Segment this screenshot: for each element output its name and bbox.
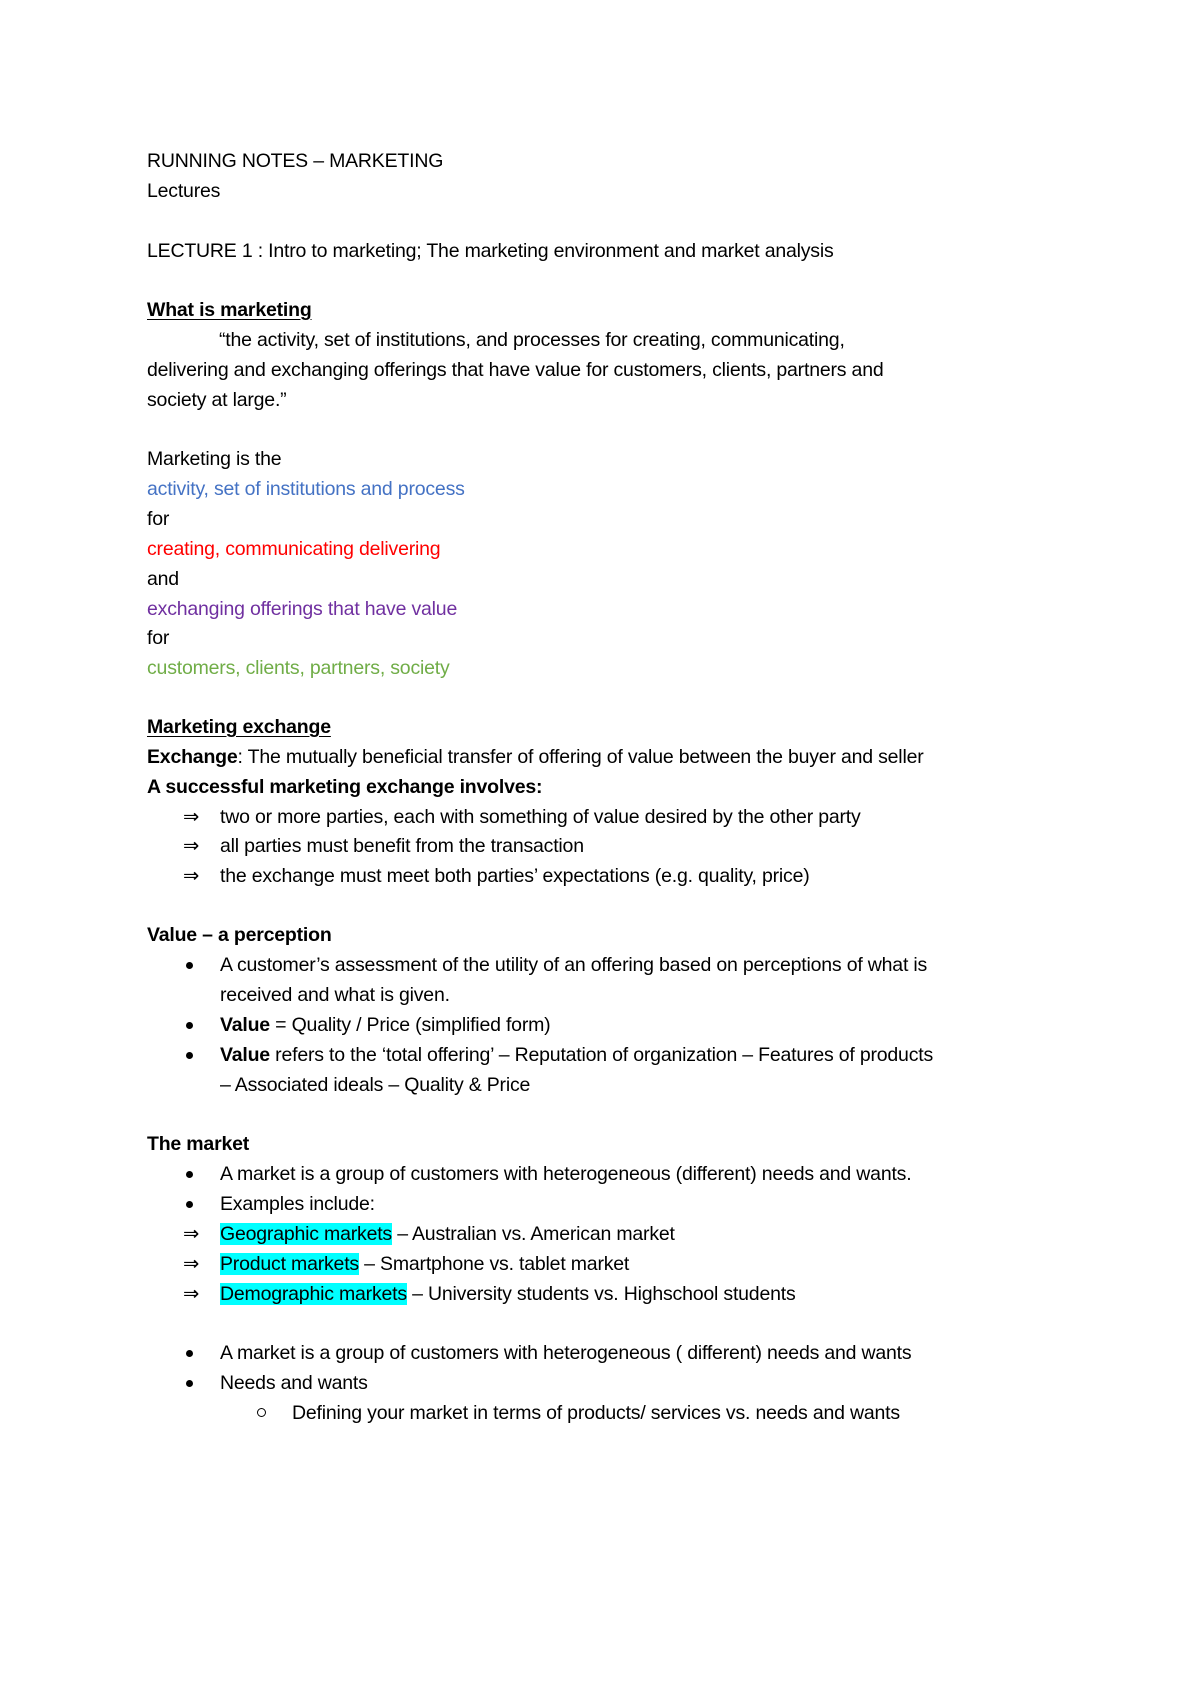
list-item-text: two or more parties, each with something of value desired by the other party (220, 806, 861, 828)
breakdown-for-2: for (147, 627, 170, 649)
example-description: – Smartphone vs. tablet market (358, 1253, 630, 1275)
definition-quote-line-1: “the activity, set of institutions, and processes for creating, communicating, (219, 329, 845, 351)
bullet-icon (186, 1201, 193, 1208)
list-item-text (220, 1249, 629, 1279)
definition-quote-line-2: delivering and exchanging offerings that have value for customers, clients, partners and (147, 359, 884, 381)
list-item-text: all parties must benefit from the transaction (220, 835, 584, 857)
section-heading-the-market: The market (147, 1133, 250, 1155)
list-item (0, 861, 1200, 891)
document-subtitle: Lectures (147, 180, 221, 202)
lecture-heading: LECTURE 1 : Intro to marketing; The marketing environment and market analysis (147, 240, 834, 262)
list-item (0, 1368, 1200, 1398)
list-item (0, 831, 1200, 861)
list-item (0, 1219, 1200, 1249)
bullet-icon (186, 1171, 193, 1178)
list-item-text: Examples include: (220, 1193, 375, 1215)
example-description: – University students vs. Highschool students (406, 1283, 796, 1305)
arrow-icon: ⇒ (183, 865, 200, 887)
arrow-icon: ⇒ (183, 806, 200, 828)
section-heading-what-is-marketing: What is marketing (147, 299, 312, 321)
list-item-text: A market is a group of customers with heterogeneous ( different) needs and wants (220, 1342, 912, 1364)
list-item-text: A market is a group of customers with heterogeneous (different) needs and wants. (220, 1163, 912, 1185)
arrow-icon: ⇒ (183, 1253, 200, 1275)
bullet-icon (186, 1350, 193, 1357)
definition-quote-line-3: society at large.” (147, 389, 287, 411)
list-item-text (220, 1040, 933, 1070)
list-item-text: the exchange must meet both parties’ expectations (e.g. quality, price) (220, 865, 810, 887)
hollow-bullet-icon (257, 1408, 266, 1417)
list-item (0, 1159, 1200, 1189)
list-item-continuation (0, 1070, 1200, 1100)
list-item (0, 1279, 1200, 1309)
successful-exchange-heading: A successful marketing exchange involves: (147, 776, 543, 798)
breakdown-intro: Marketing is the (147, 448, 282, 470)
value-formula: = Quality / Price (simplified form) (269, 1014, 551, 1036)
arrow-icon: ⇒ (183, 1223, 200, 1245)
arrow-icon: ⇒ (183, 835, 200, 857)
list-item-text: received and what is given. (220, 984, 450, 1006)
breakdown-purple-text: exchanging offerings that have value (147, 598, 458, 620)
breakdown-blue-text: activity, set of institutions and process (147, 478, 465, 500)
highlighted-term: Geographic markets (220, 1223, 392, 1245)
list-item-text: A customer’s assessment of the utility of an offering based on perceptions of what is (220, 954, 928, 976)
highlighted-term: Demographic markets (220, 1283, 407, 1305)
breakdown-red-text: creating, communicating delivering (147, 538, 441, 560)
list-item-text: – Associated ideals – Quality & Price (220, 1074, 531, 1096)
bullet-icon (186, 962, 193, 969)
sub-list-item-text: Defining your market in terms of products/ services vs. needs and wants (292, 1402, 900, 1424)
list-item-text: Needs and wants (220, 1372, 368, 1394)
list-item (0, 950, 1200, 980)
list-item (0, 1189, 1200, 1219)
breakdown-green-text: customers, clients, partners, society (147, 657, 450, 679)
breakdown-for-1: for (147, 508, 170, 530)
bullet-icon (186, 1380, 193, 1387)
section-heading-marketing-exchange: Marketing exchange (147, 716, 331, 738)
example-description: – Australian vs. American market (391, 1223, 675, 1245)
list-item (0, 802, 1200, 832)
list-item (0, 1249, 1200, 1279)
highlighted-term: Product markets (220, 1253, 359, 1275)
list-item-continuation (0, 980, 1200, 1010)
list-item (0, 1338, 1200, 1368)
exchange-definition (147, 742, 924, 772)
list-item-text (220, 1219, 675, 1249)
list-item (0, 1040, 1200, 1070)
exchange-term: Exchange (147, 746, 238, 768)
document-title: RUNNING NOTES – MARKETING (147, 150, 444, 172)
bullet-icon (186, 1022, 193, 1029)
exchange-definition-text: : The mutually beneficial transfer of offering of value between the buyer and seller (237, 746, 924, 768)
list-item-text (220, 1279, 796, 1309)
value-term: Value (220, 1044, 270, 1066)
value-term: Value (220, 1014, 270, 1036)
bullet-icon (186, 1052, 193, 1059)
list-item-text (220, 1010, 550, 1040)
arrow-icon: ⇒ (183, 1283, 200, 1305)
sub-list-item (0, 1398, 1200, 1428)
list-item (0, 1010, 1200, 1040)
breakdown-and: and (147, 568, 179, 590)
section-heading-value: Value – a perception (147, 924, 332, 946)
value-total-offering: refers to the ‘total offering’ – Reputation of organization – Features of products (269, 1044, 934, 1066)
